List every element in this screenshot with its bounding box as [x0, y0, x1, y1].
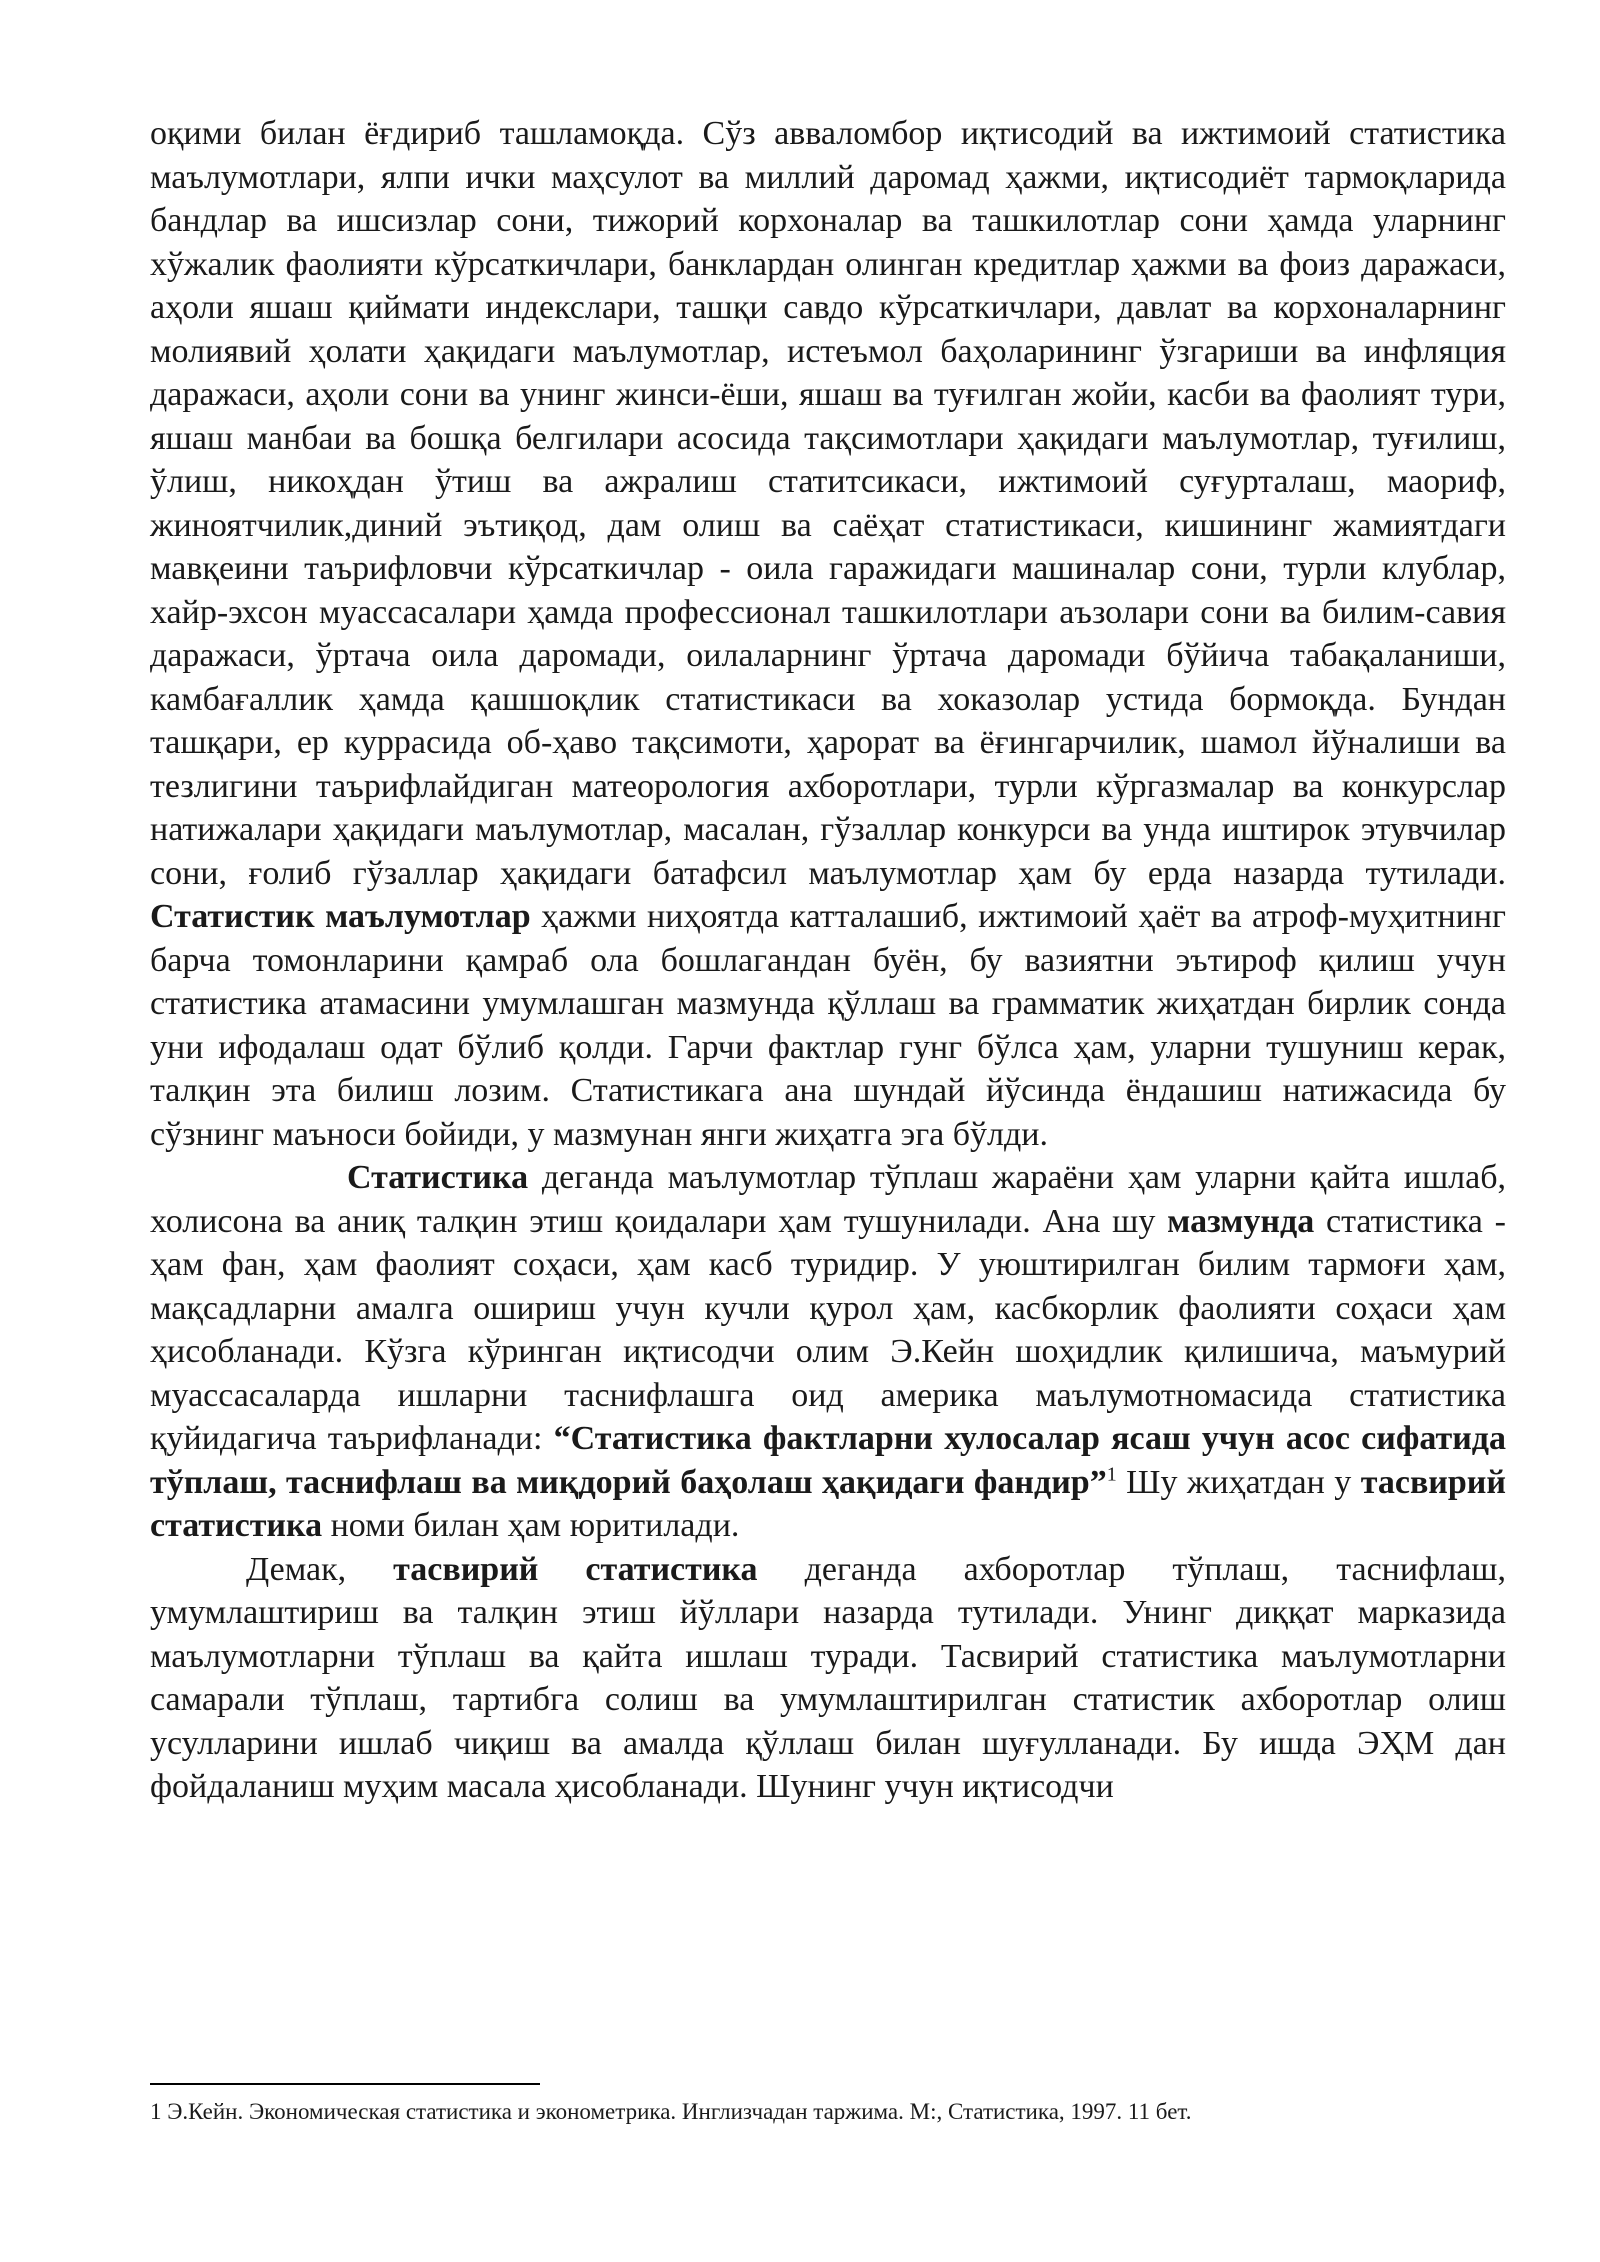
footnote-ref[interactable]: 1 [1106, 1463, 1117, 1486]
text-run: номи билан ҳам юритилади. [322, 1507, 740, 1544]
bold-term: Статистик маълумотлар [150, 898, 531, 935]
paragraph-1 [150, 112, 1506, 1156]
text-run: ҳажми ниҳоятда катталашиб, ижтимоий ҳаёт ва атроф-муҳитнинг барча томонларини қамраб ола бошлагандан буён, бу вазиятни эътироф қилиш учун статистика атамасини умумлашган мазмунда қўллаш ва грамматик жиҳатдан бирлик сонда уни ифодалаш одат бўлиб қолди. Гарчи фактлар гунг бўлса ҳам, уларни тушуниш керак, талқин эта билиш лозим. Статистикага ана шундай йўсинда ёндашиш натижасида бу сўзнинг маъноси бойиди, у мазмунан янги жиҳатга эга бўлди. [150, 898, 1506, 1153]
bold-term: тасвирий статистика [393, 1550, 758, 1588]
document-body [150, 112, 1506, 1809]
text-run: статистика - ҳам фан, ҳам фаолият соҳаси, ҳам касб туридир. У уюштирилган билим тармоғи ҳам, мақсадларни амалга ошириш учун кучли қурол ҳам, касбкорлик фаолияти соҳаси ҳам ҳисобланади. Кўзга кўринган иқтисодчи олим Э.Кейн шоҳидлик қилишича, маъмурий муассасаларда ишларни таснифлашга оид америка маълумотномасида статистика қуйидагича таърифланади: [150, 1202, 1506, 1457]
paragraph-2 [150, 1156, 1506, 1548]
text-run: оқими билан ёғдириб ташламоқда. Сўз авваломбор иқтисодий ва ижтимоий статистика маълумотлари, ялпи ички маҳсулот ва миллий даромад ҳажми, иқтисодиёт тармоқларида бандлар ва ишсизлар сони, тижорий корхоналар ва ташкилотлар сони ҳамда уларнинг хўжалик фаолияти кўрсаткичлари, банклардан олинган кредитлар ҳажми ва фоиз даражаси, аҳоли яшаш қиймати индекслари, ташқи савдо кўрсаткичлари, давлат ва корхоналарнинг молиявий ҳолати ҳақидаги маълумотлар, истеъмол баҳоларининг ўзгариши ва инфляция даражаси, аҳоли сони ва унинг жинси-ёши, яшаш ва туғилган жойи, касби ва фаолият тури, яшаш манбаи ва бошқа белгилари асосида тақсимотлари ҳақидаги маълумотлар, туғилиш, ўлиш, никоҳдан ўтиш ва ажралиш статитсикаси, ижтимоий суғурталаш, маориф, жиноятчилик,диний эътиқод, дам олиш ва саёҳат статистикаси, кишининг жамиятдаги мавқеини таърифловчи кўрсаткичлар - оила гаражидаги машиналар сони, турли клублар, хайр-эхсон муассасалари ҳамда профессионал ташкилотлари аъзолари сони ва билим-савия даражаси, ўртача оила даромади, оилаларнинг ўртача даромади бўйича табақаланиши, камбағаллик ҳамда қашшоқлик статистикаси ва хоказолар устида бормоқда. Бундан ташқари, ер куррасида об-ҳаво тақсимоти, ҳарорат ва ёғингарчилик, шамол йўналиши ва тезлигини таърифлайдиган матеорология ахборотлари, турли кўргазмалар ва конкурслар натижалари ҳақидаги маълумотлар, масалан, гўзаллар конкурси ва унда иштирок этувчилар сони, ғолиб гўзаллар ҳақидаги батафсил маълумотлар ҳам бу ерда назарда тутилади. [150, 115, 1506, 892]
text-run: Демак, [246, 1550, 394, 1588]
bold-quote: “Статистика фактларни хулосалар ясаш учун асос сифатида тўплаш, таснифлаш ва миқдорий баҳолаш ҳақидаги фандир” [150, 1420, 1506, 1501]
text-run: деганда маълумотлар тўплаш жараёни ҳам уларни қайта ишлаб, холисона ва аниқ талқин этиш қоидалари ҳам тушунилади. Ана шу [150, 1159, 1506, 1240]
bold-term: мазмунда [1167, 1202, 1315, 1240]
bold-term: Статистика [347, 1159, 529, 1196]
bold-term: тасвирий статистика [150, 1463, 1506, 1544]
paragraph-3 [150, 1548, 1506, 1809]
text-run: деганда ахборотлар тўплаш, таснифлаш, умумлаштириш ва талқин этиш йўллари назарда тутилади. Унинг диққат марказида маълумотларни тўплаш ва қайта ишлаш туради. Тасвирий статистика маълумотларни самарали тўплаш, тартибга солиш ва умумлаштирилган статистик ахборотлар олиш усулларини ишлаб чиқиш ва амалда қўллаш билан шуғулланади. Бу ишда ЭҲМ дан фойдаланиш муҳим масала ҳисобланади. Шунинг учун иқтисодчи [150, 1550, 1506, 1805]
footnote-separator [150, 2083, 540, 2085]
text-run: Шу жиҳатдан у [1116, 1463, 1361, 1501]
footnote: 1 Э.Кейн. Экономическая статистика и эконометрика. Инглизчадан таржима. М:, Статистика, 1997. 11 бет. [150, 2099, 1192, 2124]
